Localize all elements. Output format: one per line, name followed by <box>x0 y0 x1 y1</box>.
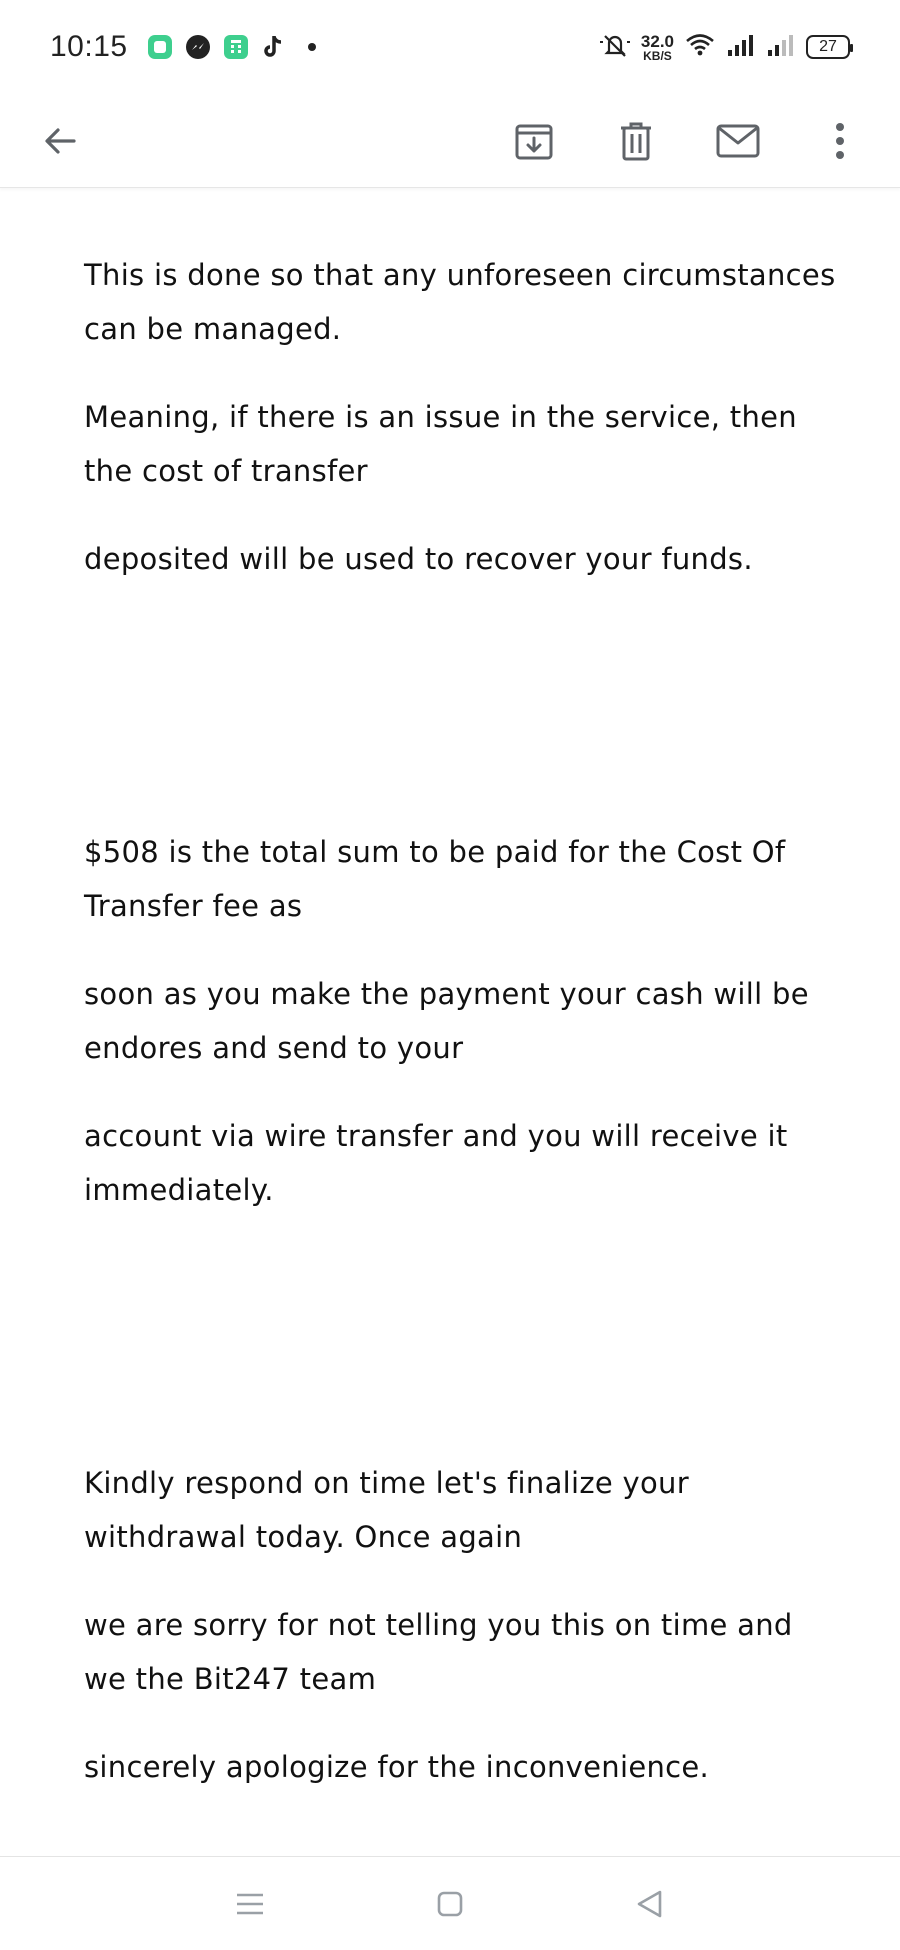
home-icon[interactable] <box>420 1874 480 1934</box>
network-speed-unit: KB/S <box>643 48 672 63</box>
status-right <box>599 32 850 62</box>
email-paragraph: $508 is the total sum to be paid for the Cost Of Transfer fee as <box>84 835 786 923</box>
more-vert-icon[interactable] <box>812 113 868 169</box>
mute-icon <box>599 32 631 62</box>
network-speed <box>641 33 674 62</box>
battery-indicator <box>806 35 850 59</box>
archive-icon[interactable] <box>506 113 562 169</box>
email-paragraph: This is done so that any unforeseen circumstances can be managed. <box>84 258 836 346</box>
mark-unread-icon[interactable] <box>710 113 766 169</box>
email-toolbar <box>0 94 900 188</box>
more-dot-icon <box>298 33 326 61</box>
email-paragraph: account via wire transfer and you will receive it immediately. <box>84 1119 788 1207</box>
paragraph-spacer <box>84 1251 840 1456</box>
email-paragraph: sincerely apologize for the inconvenience. <box>84 1750 710 1784</box>
system-nav-bar <box>0 1856 900 1950</box>
network-speed-value: 32.0 <box>640 31 674 51</box>
messenger-icon <box>184 33 212 61</box>
calculator-icon <box>222 33 250 61</box>
delete-icon[interactable] <box>608 113 664 169</box>
email-paragraph: deposited will be used to recover your funds. <box>84 542 753 576</box>
email-paragraph: soon as you make the payment your cash will be endores and send to your <box>84 977 809 1065</box>
email-paragraph: we are sorry for not telling you this on time and we the Bit247 team <box>84 1608 793 1696</box>
status-time: 10:15 <box>50 30 128 63</box>
email-paragraph: Kindly respond on time let's finalize your withdrawal today. Once again <box>84 1466 689 1554</box>
notification-icons <box>146 33 326 61</box>
email-body <box>0 190 900 1855</box>
paragraph-spacer <box>84 620 840 825</box>
back-icon[interactable] <box>620 1874 680 1934</box>
wifi-icon <box>684 32 716 62</box>
signal-icon-2 <box>766 32 796 62</box>
tiktok-icon <box>260 33 288 61</box>
app-icon <box>146 33 174 61</box>
signal-icon-1 <box>726 32 756 62</box>
battery-level: 27 <box>819 38 837 55</box>
email-paragraph: Meaning, if there is an issue in the service, then the cost of transfer <box>84 400 797 488</box>
menu-icon[interactable] <box>220 1874 280 1934</box>
arrow-left-icon[interactable] <box>32 113 88 169</box>
status-bar <box>0 0 900 94</box>
